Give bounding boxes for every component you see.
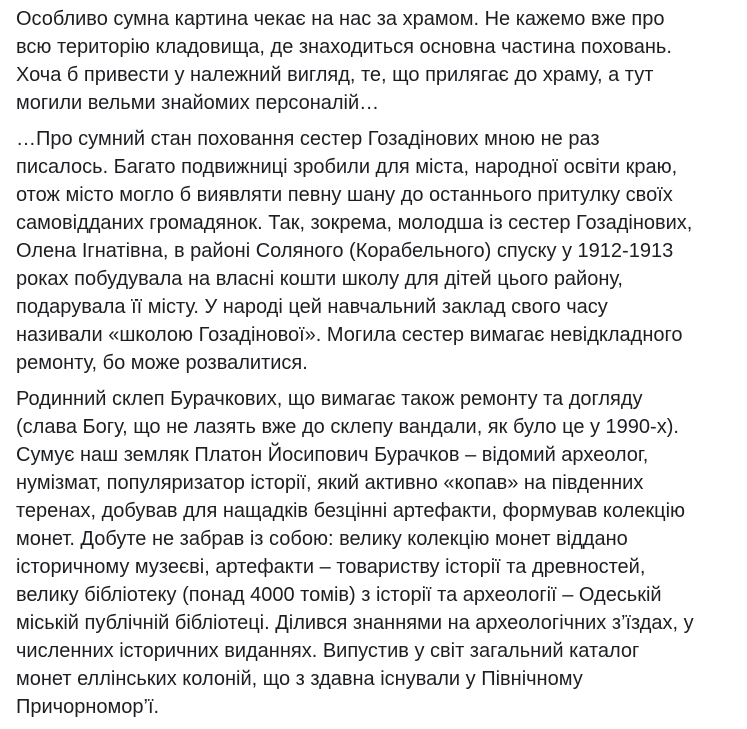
text-line: отож місто могло б виявляти певну шану до останнього притулку своїх	[16, 184, 673, 206]
text-line: міській публічній бібліотеці. Ділився знаннями на археологічних з’їздах, у	[16, 612, 694, 634]
text-line: монет еллінських колоній, що з здавна існували у Північному	[16, 668, 583, 690]
text-line: подарувала її місту. У народі цей навчальний заклад свого часу	[16, 296, 608, 318]
text-line: Особливо сумна картина чекає на нас за храмом. Не кажемо вже про	[16, 8, 665, 30]
text-line: нумізмат, популяризатор історії, який активно «копав» на південних	[16, 472, 644, 494]
text-line: теренах, добував для нащадків безцінні артефакти, формував колекцію	[16, 500, 686, 522]
text-line: Причорномор’ї.	[16, 696, 160, 718]
text-line: називали «школою Гозадінової». Могила сестер вимагає невідкладного	[16, 324, 683, 346]
text-line: роках побудувала на власні кошти школу для дітей цього району,	[16, 268, 623, 290]
text-line: Олена Ігнатівна, в районі Соляного (Корабельного) спуску у 1912-1913	[16, 240, 674, 262]
text-line: Хоча б привести у належний вигляд, те, що прилягає до храму, а тут	[16, 64, 654, 86]
text-line: монет. Добуте не забрав із собою: велику колекцію монет віддано	[16, 528, 628, 550]
text-line: Родинний склеп Бурачкових, що вимагає також ремонту та догляду	[16, 388, 643, 410]
text-line: всю територію кладовища, де знаходиться основна частина поховань.	[16, 36, 672, 58]
paragraph-1	[16, 5, 747, 117]
text-line: писалось. Багато подвижниці зробили для міста, народної освіти краю,	[16, 156, 678, 178]
paragraph-3	[16, 385, 747, 721]
text-line: історичному музеєві, артефакти – товариству історії та древностей,	[16, 556, 646, 578]
text-line: самовідданих громадянок. Так, зокрема, молодша із сестер Гозадінових,	[16, 212, 693, 234]
paragraph-2	[16, 125, 747, 377]
text-line: могили вельми знайомих персоналій…	[16, 92, 380, 114]
text-line: (слава Богу, що не лазять вже до склепу вандали, як було це у 1990-х).	[16, 416, 679, 438]
text-line: ремонту, бо може розвалитися.	[16, 352, 308, 374]
text-line: Сумує наш земляк Платон Йосипович Бурачков – відомий археолог,	[16, 444, 649, 466]
text-line: численних історичних виданнях. Випустив у світ загальний каталог	[16, 640, 640, 662]
text-line: велику бібліотеку (понад 4000 томів) з історії та археології – Одеській	[16, 584, 662, 606]
text-line: …Про сумний стан поховання сестер Гозадінових мною не раз	[16, 128, 600, 150]
